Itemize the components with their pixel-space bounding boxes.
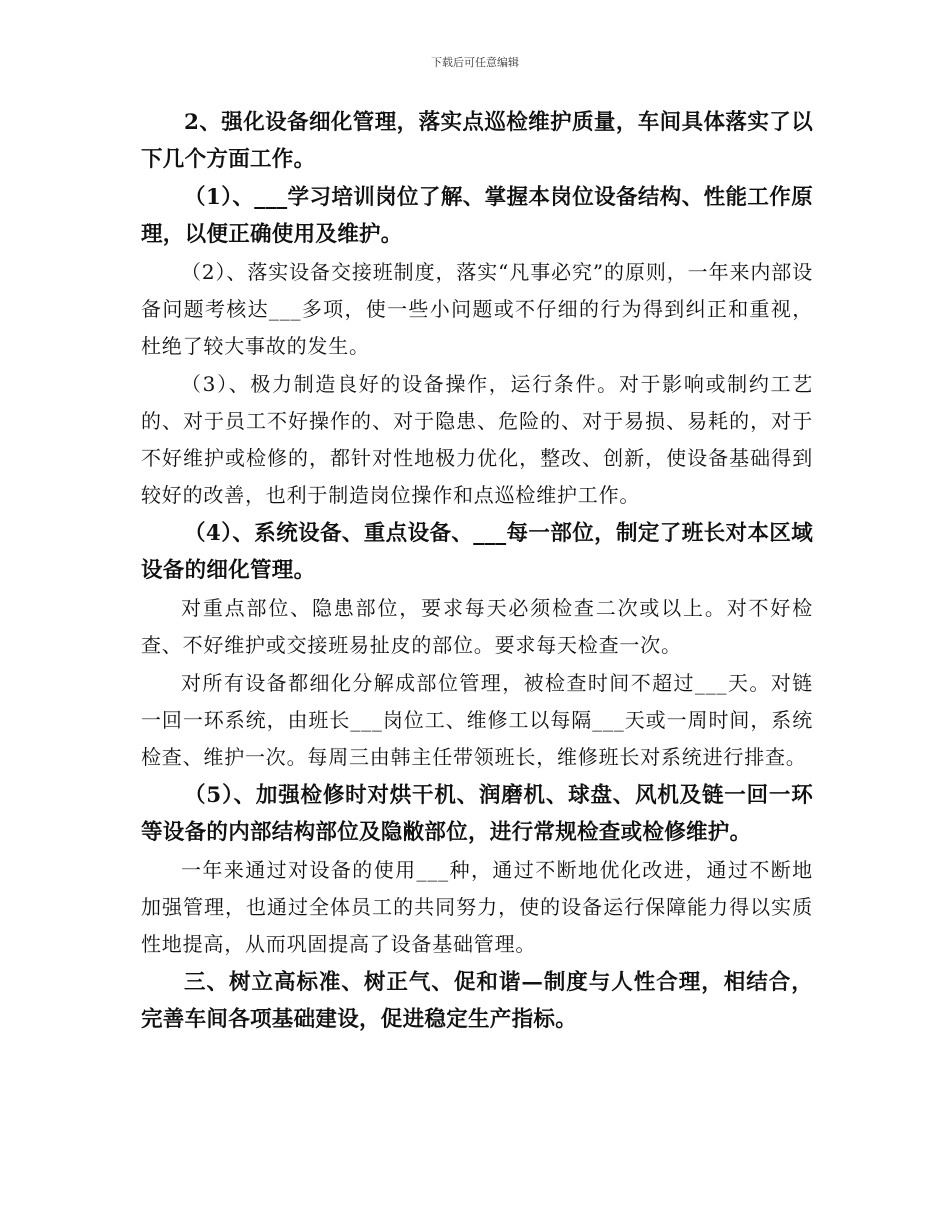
paragraph-item-4-key-equipment: （4）、系统设备、重点设备、___每一部位，制定了班长对本区域设备的细化管理。	[141, 521, 813, 583]
paragraph-parts-management: 对所有设备都细化分解成部位管理，被检查时间不超过___天。对链一回一环系统，由班长___岗位工、维修工以每隔___天或一周时间，系统检查、维护一次。每周三由韩主任带领班长，维修班长对系统进行排查。	[141, 671, 813, 769]
paragraph-equipment-management-heading: 2、强化设备细化管理，落实点巡检维护质量，车间具体落实了以下几个方面工作。	[141, 110, 813, 172]
paragraph-item-1-training: （1）、___学习培训岗位了解、掌握本岗位设备结构、性能工作原理，以便正确使用及维护。	[141, 185, 813, 247]
paragraph-item-3-operating-conditions: （3）、极力制造良好的设备操作，运行条件。对于影响或制约工艺的、对于员工不好操作的、对于隐患、危险的、对于易损、易耗的，对于不好维护或检修的，都针对性地极力优化，整改、创新，使设备基础得到较好的改善，也利于制造岗位操作和点巡检维护工作。	[141, 372, 813, 507]
paragraph-key-parts-inspection: 对重点部位、隐患部位，要求每天必须检查二次或以上。对不好检查、不好维护或交接班易扯皮的部位。要求每天检查一次。	[141, 596, 813, 657]
document-body	[141, 104, 813, 1038]
paragraph-item-5-maintenance: （5）、加强检修时对烘干机、润磨机、球盘、风机及链一回一环等设备的内部结构部位及隐敝部位，进行常规检查或检修维护。	[141, 783, 813, 845]
paragraph-item-2-shift-handover: （2）、落实设备交接班制度，落实“凡事必究”的原则，一年来内部设备问题考核达___多项，使一些小问题或不仔细的行为得到纠正和重视，杜绝了较大事故的发生。	[141, 260, 813, 358]
page-header-note: 下载后可任意编辑	[431, 56, 519, 69]
paragraph-annual-summary: 一年来通过对设备的使用___种，通过不断地优化改进，通过不断地加强管理，也通过全体员工的共同努力，使的设备运行保障能力得以实质性地提高，从而巩固提高了设备基础管理。	[141, 858, 813, 956]
paragraph-section-3-heading: 三、树立高标准、树正气、促和谐—制度与人性合理，相结合，完善车间各项基础建设，促进稳定生产指标。	[141, 970, 813, 1032]
